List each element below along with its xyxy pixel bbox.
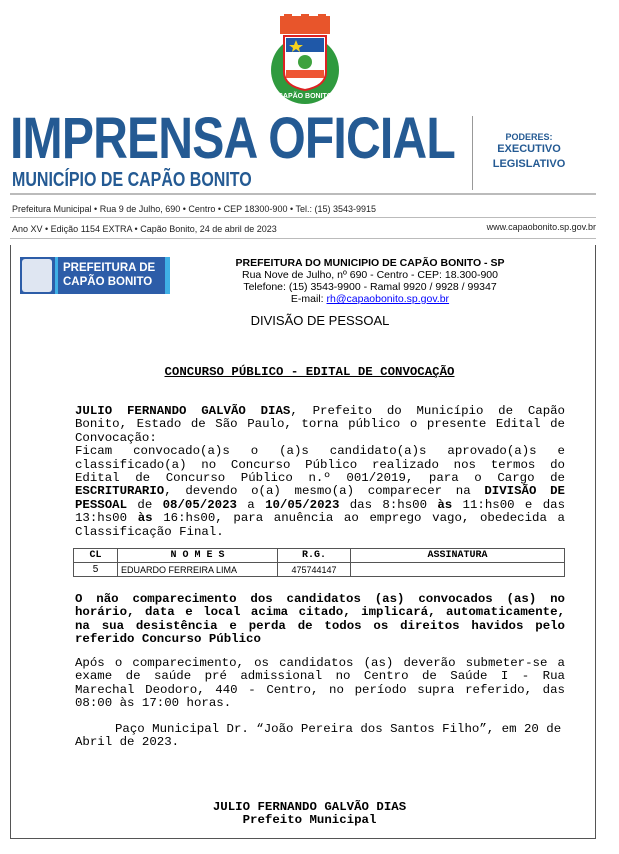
start-date: 08/05/2023 bbox=[162, 497, 237, 512]
city-crest-logo bbox=[262, 14, 348, 106]
warning-paragraph: O não comparecimento dos candidatos (as) convocados (as) no horário, data e local acima citado, implicará, automaticamente, na sua desistência e perda de todos os direitos havidos pelo referido Concurso Público bbox=[75, 592, 565, 647]
logo-text-1: PREFEITURA DE bbox=[63, 262, 156, 274]
org-address: Rua Nove de Julho, nº 690 - Centro - CEP: 18.300-900 bbox=[242, 269, 498, 281]
letterhead bbox=[180, 257, 560, 305]
health-exam-paragraph: Após o comparecimento, os candidatos (as) deverão submeter-se a exame de saúde pré admissional no Centro de Saúde I - Rua Marechal Deodoro, 440 - Centro, no período supra referido, das 08:00 às 17:00 horas. bbox=[75, 656, 565, 711]
crest-text: CAPÃO BONITO bbox=[277, 93, 333, 100]
address-line: Prefeitura Municipal • Rua 9 de Julho, 690 • Centro • CEP 18300-900 • Tel.: (15) 3543-9915 bbox=[12, 204, 376, 214]
job-title: ESCRITURARIO bbox=[75, 484, 165, 499]
email-label: E-mail: bbox=[290, 293, 327, 305]
table-row: 5 EDUARDO FERREIRA LIMA 475744147 bbox=[74, 563, 565, 577]
email-link[interactable]: rh@capaobonito.sp.gov.br bbox=[326, 293, 450, 305]
website-link[interactable]: www.capaobonito.sp.gov.br bbox=[486, 222, 596, 232]
document-title: CONCURSO PÚBLICO - EDITAL DE CONVOCAÇÃO bbox=[164, 365, 455, 379]
signer-name: JULIO FERNANDO GALVÃO DIAS bbox=[212, 800, 407, 814]
convocation-paragraph: JULIO FERNANDO GALVÃO DIAS, Prefeito do Município de Capão Bonito, Estado de São Paulo, torna público o presente Edital de Convocação: Ficam convocado(a)s o (a)s candidato(a)s aprovado(a)s e classificado(a) no Concurso Público realizado nos termos do Edital de Concurso Público n.º 001/2019, para o Cargo de ESCRITURARIO, devendo o(a) mesmo(a) comparecer na DIVISÃO DE PESSOAL de 08/05/2023 a 10/05/2023 das 8:hs00 às 11:hs00 e das 13:hs00 às 16:hs00, para anuência ao emprego vago, obedecida a Classificação Final. bbox=[75, 404, 565, 539]
divider bbox=[10, 193, 596, 195]
signature-block bbox=[0, 801, 619, 828]
mayor-name: JULIO FERNANDO GALVÃO DIAS bbox=[75, 404, 291, 418]
signer-role: Prefeito Municipal bbox=[242, 813, 377, 828]
end-date: 10/05/2023 bbox=[265, 497, 340, 512]
divider bbox=[472, 116, 473, 190]
newspaper-title: IMPRENSA OFICIAL bbox=[10, 106, 455, 171]
col-nomes: N O M E S bbox=[118, 549, 278, 563]
col-assinatura: ASSINATURA bbox=[351, 549, 565, 563]
newspaper-subtitle: MUNICÍPIO DE CAPÃO BONITO bbox=[12, 169, 252, 191]
document-frame bbox=[10, 245, 596, 839]
table-header bbox=[74, 549, 565, 563]
divider bbox=[10, 217, 596, 218]
power-executivo: EXECUTIVO bbox=[497, 143, 561, 155]
col-rg: R.G. bbox=[278, 549, 351, 563]
col-cl: CL bbox=[74, 549, 118, 563]
power-legislativo: LEGISLATIVO bbox=[492, 158, 566, 170]
powers-box bbox=[480, 132, 578, 172]
powers-label: PODERES: bbox=[505, 132, 553, 142]
date-place: Paço Municipal Dr. “João Pereira dos Santos Filho”, em 20 de Abril de 2023. bbox=[75, 722, 562, 750]
crest-icon bbox=[22, 259, 52, 292]
divider bbox=[10, 238, 596, 239]
edition-line: Ano XV • Edição 1154 EXTRA • Capão Bonito, 24 de abril de 2023 bbox=[12, 224, 277, 234]
org-name: PREFEITURA DO MUNICIPIO DE CAPÃO BONITO - SP bbox=[235, 257, 505, 269]
candidates-table bbox=[73, 548, 565, 577]
division-title: DIVISÃO DE PESSOAL bbox=[250, 313, 390, 328]
org-phone: Telefone: (15) 3543-9900 - Ramal 9920 / 9928 / 99347 bbox=[243, 281, 497, 293]
logo-text-2: CAPÃO BONITO bbox=[63, 276, 153, 288]
prefeitura-logo bbox=[20, 257, 170, 294]
